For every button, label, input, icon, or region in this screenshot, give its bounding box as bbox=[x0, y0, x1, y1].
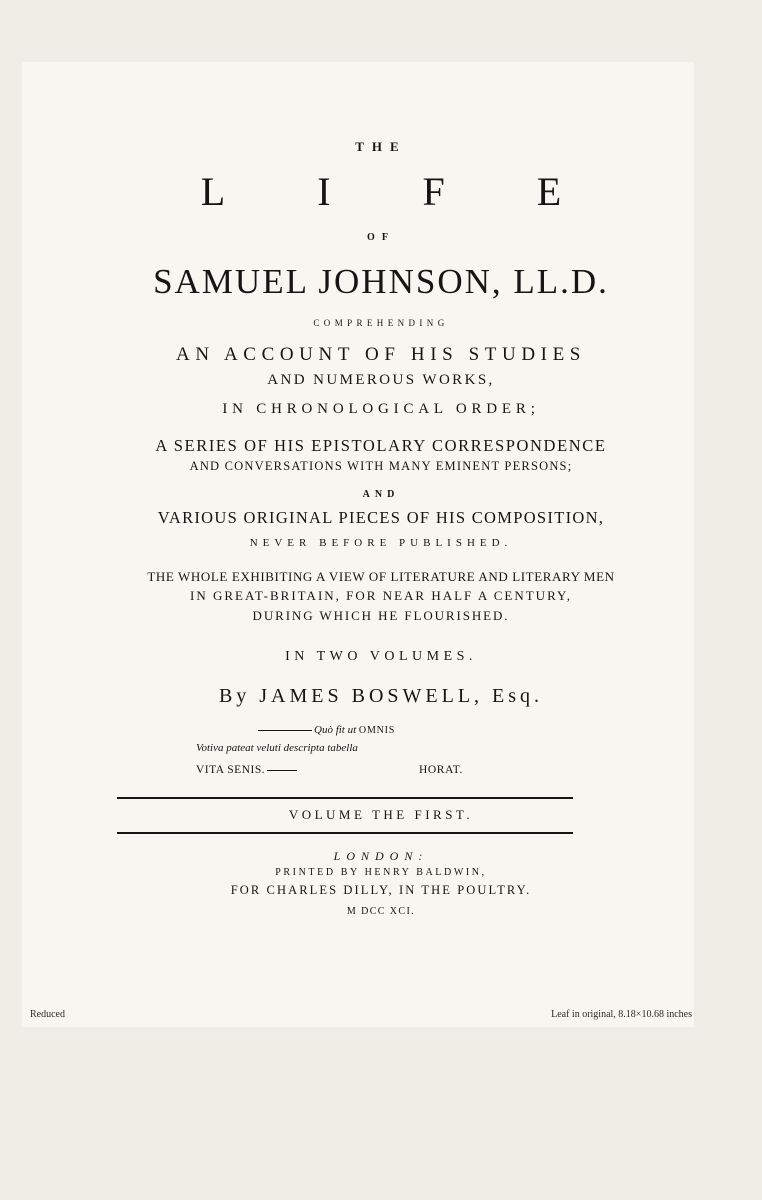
volumes-line: IN TWO VOLUMES. bbox=[285, 649, 477, 664]
never-published-line: NEVER BEFORE PUBLISHED. bbox=[249, 537, 513, 549]
heading-of: OF bbox=[367, 232, 395, 243]
motto-dash bbox=[267, 770, 297, 771]
whole-line-2: IN GREAT-BRITAIN, FOR NEAR HALF A CENTURY, bbox=[190, 588, 572, 603]
imprint-publisher: FOR CHARLES DILLY, IN THE POULTRY. bbox=[230, 883, 532, 897]
motto-line-3 bbox=[196, 765, 297, 777]
motto-line-2: Votiva pateat veluti descripta tabella bbox=[196, 742, 358, 754]
series-line: A SERIES OF HIS EPISTOLARY CORRESPONDENCE bbox=[155, 436, 607, 455]
rule-top bbox=[117, 797, 573, 799]
various-pieces-line: VARIOUS ORIGINAL PIECES OF HIS COMPOSITION, bbox=[157, 508, 605, 527]
numerous-works-line: AND NUMEROUS WORKS, bbox=[267, 372, 495, 388]
motto-attribution: HORAT. bbox=[419, 764, 463, 776]
heading-life: LIFE bbox=[200, 169, 654, 214]
heading-the: THE bbox=[355, 139, 407, 154]
volume-label: VOLUME THE FIRST. bbox=[288, 807, 474, 822]
whole-line-3: DURING WHICH HE FLOURISHED. bbox=[252, 608, 510, 623]
caption-leaf-size: Leaf in original, 8.18×10.68 inches bbox=[551, 1009, 692, 1020]
conversations-line: AND CONVERSATIONS WITH MANY EMINENT PERSONS; bbox=[189, 459, 573, 473]
motto-line-1 bbox=[258, 725, 395, 736]
motto-dash bbox=[258, 730, 312, 731]
motto-line-3-text: VITA SENIS. bbox=[196, 764, 266, 776]
subject-name: SAMUEL JOHNSON, LL.D. bbox=[153, 262, 609, 301]
and-line: AND bbox=[362, 489, 400, 500]
imprint-printer: PRINTED BY HENRY BALDWIN, bbox=[275, 867, 487, 878]
rule-bottom bbox=[117, 832, 573, 834]
whole-line-1: THE WHOLE EXHIBITING A VIEW OF LITERATURE AND LITERARY MEN bbox=[147, 569, 615, 584]
account-line: AN ACCOUNT OF HIS STUDIES bbox=[176, 344, 586, 365]
imprint-city: LONDON: bbox=[333, 849, 429, 863]
imprint-date: M DCC XCI. bbox=[346, 906, 416, 917]
comprehending-line: COMPREHENDING bbox=[313, 318, 449, 328]
motto-line-1-caps: OMNIS bbox=[358, 725, 396, 736]
caption-reduced: Reduced bbox=[30, 1009, 65, 1020]
chronological-line: IN CHRONOLOGICAL ORDER; bbox=[222, 401, 540, 417]
motto-line-1-italic: Quò fit ut bbox=[314, 724, 357, 736]
author-line: By JAMES BOSWELL, Esq. bbox=[218, 685, 544, 707]
